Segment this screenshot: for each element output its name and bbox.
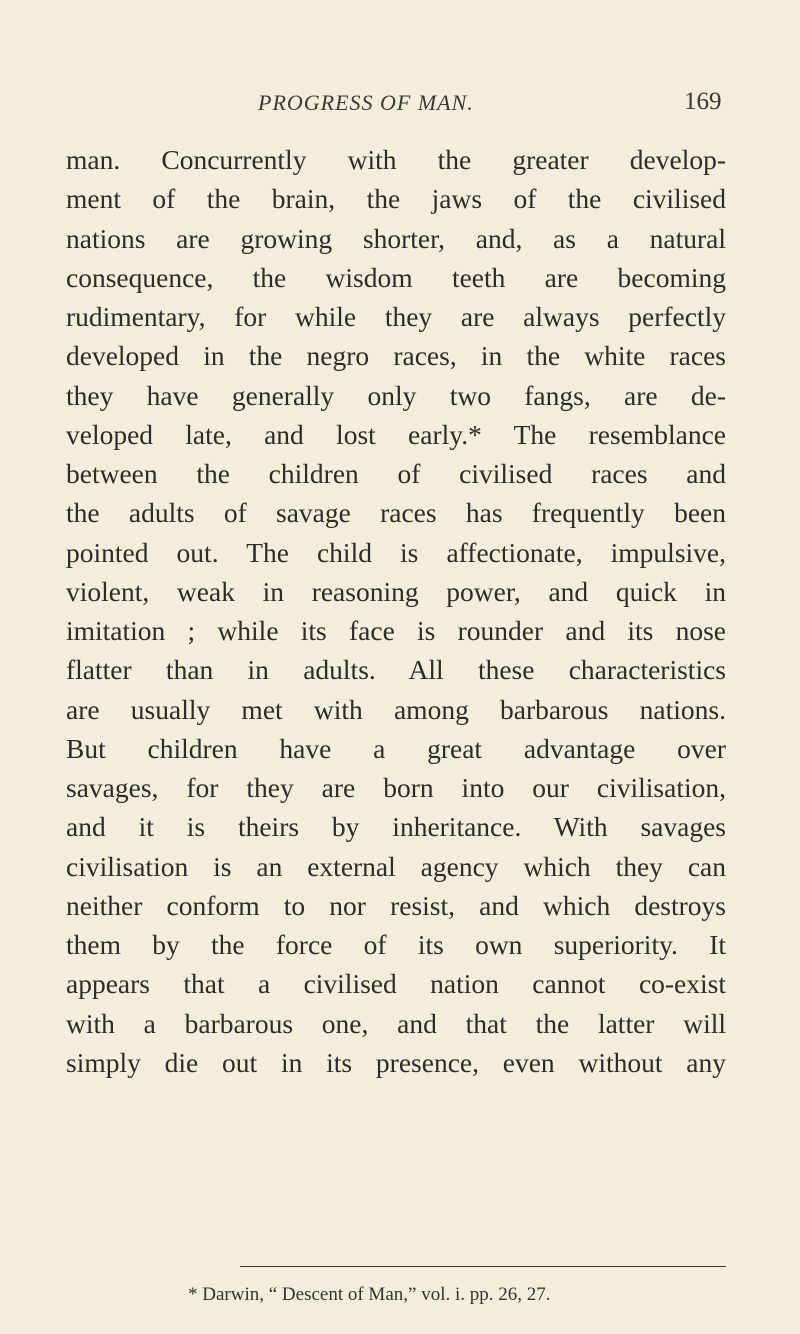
text-line: them by the force of its own superiority. It: [66, 929, 726, 960]
text-line: between the children of civilised races and: [66, 458, 726, 489]
text-line: savages, for they are born into our civilisation,: [66, 772, 726, 803]
text-line: imitation ; while its face is rounder and its nose: [66, 615, 726, 646]
footnote-rule: [240, 1266, 726, 1267]
text-line: flatter than in adults. All these characteristics: [66, 654, 726, 686]
text-line: with a barbarous one, and that the latter will: [66, 1007, 726, 1039]
text-line: appears that a civilised nation cannot co-exist: [66, 968, 726, 1000]
running-head: [0, 88, 800, 122]
text-line: they have generally only two fangs, are de-: [66, 379, 726, 411]
text-line: veloped late, and lost early.* The resemblance: [66, 418, 726, 450]
text-line: rudimentary, for while they are always perfectly: [66, 301, 726, 332]
text-line: ment of the brain, the jaws of the civilised: [66, 183, 726, 215]
text-line: the adults of savage races has frequently been: [66, 497, 726, 529]
body-text: [66, 140, 726, 1082]
text-line: violent, weak in reasoning power, and quick in: [66, 575, 726, 607]
text-line: and it is theirs by inheritance. With savages: [66, 811, 726, 843]
text-line: nations are growing shorter, and, as a natural: [66, 222, 726, 254]
page-number: 169: [684, 88, 722, 115]
running-title: PROGRESS OF MAN.: [258, 90, 474, 115]
text-line: neither conform to nor resist, and which destroys: [66, 889, 726, 921]
footnote: * Darwin, “ Descent of Man,” vol. i. pp. 26, 27.: [188, 1284, 551, 1305]
text-line: simply die out in its presence, even without any: [66, 1046, 726, 1078]
text-line: are usually met with among barbarous nations.: [66, 693, 726, 725]
text-line: civilisation is an external agency which they can: [66, 850, 726, 882]
text-line: consequence, the wisdom teeth are becoming: [66, 261, 726, 293]
text-line: developed in the negro races, in the white races: [66, 340, 726, 372]
text-line: man. Concurrently with the greater develop-: [66, 144, 726, 175]
text-line: But children have a great advantage over: [66, 732, 726, 764]
text-line: pointed out. The child is affectionate, impulsive,: [66, 536, 726, 568]
